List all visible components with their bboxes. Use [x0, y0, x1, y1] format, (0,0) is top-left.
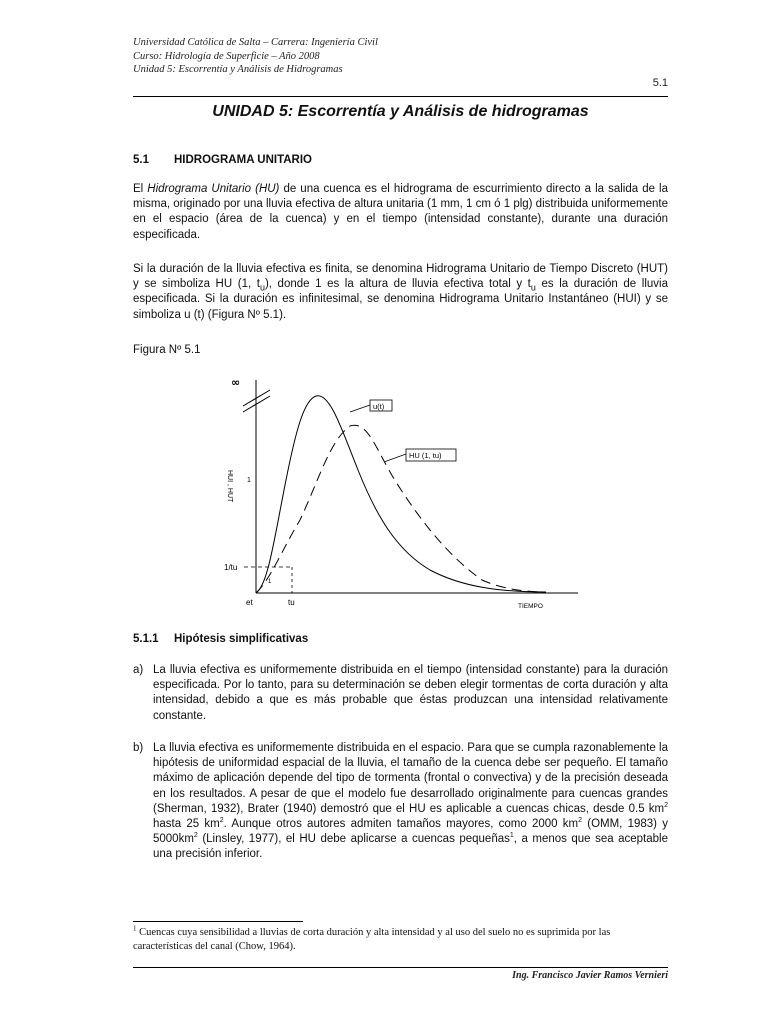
list-item-a-text: La lluvia efectiva es uniformemente distribuida en el tiempo (intensidad constante) para la duración especificada. Por lo tanto, para su determinación se deben elegir tormentas de corta duración y alta intensidad, debido a que es más probable que éstas produzcan una intensidad relativamente constante.: [153, 664, 668, 722]
para1-emphasis: Hidrograma Unitario (HU): [147, 183, 280, 195]
para2-a: Si la duración de la lluvia efectiva es finita, se denomina Hidrograma Unitario de Tiempo Discreto (HUT) y se simboliza HU (1, t: [133, 263, 668, 291]
list-marker-b: b): [133, 742, 144, 754]
para2-sub2: u: [530, 282, 536, 293]
page-title: UNIDAD 5: Escorrentía y Análisis de hidrogramas: [212, 103, 589, 120]
header-rule: [133, 96, 668, 97]
tick-1-over-tu: 1/tu: [224, 563, 238, 572]
section-heading: [133, 154, 312, 166]
list-item-b-text: [153, 741, 668, 863]
item-b-t5: (Linsley, 1977), el HU debe aplicarse a cuencas pequeñas: [197, 833, 510, 846]
footer-author: Ing. Francisco Javier Ramos Vernieri: [512, 970, 668, 981]
item-b-s2: 2: [219, 817, 224, 825]
list-marker-a: a): [133, 664, 144, 676]
para1-post: de una cuenca es el hidrograma de escurrimiento directo a la salida de la misma, originado por una lluvia efectiva de altura unitaria (1 mm, 1 cm ó 1 plg) distribuida uniformemente en el espacio (área de la cuenca) y en el tiempo (intensidad constante), durante una duración especificada.: [133, 183, 669, 241]
tu-tick-label: tu: [288, 598, 295, 607]
header-line-2: Curso: Hidrología de Superficie – Año 2008: [133, 50, 320, 62]
paragraph-2: [133, 262, 668, 323]
y-axis-label: HUI , HUT: [226, 470, 233, 503]
para2-b: ), donde 1 es la altura de lluvia efectiva total y t: [264, 278, 531, 291]
item-b-t6: , a menos que sea aceptable una precisión inferior.: [153, 833, 668, 861]
footnote-mark: 1: [133, 924, 137, 933]
legend-hu-leader: [384, 454, 406, 462]
curve-ut: [256, 396, 546, 593]
origin-label: et: [246, 598, 253, 607]
subsection-number: 5.1.1: [133, 633, 159, 645]
axis-mark-label: 1: [247, 477, 251, 484]
paragraph-1: [133, 182, 668, 243]
infinity-label: ∞: [231, 376, 241, 389]
list-item-b: [133, 741, 668, 863]
item-b-s3: 2: [578, 817, 583, 825]
subsection-title: Hipótesis simplificativas: [174, 633, 309, 645]
item-b-t1: La lluvia efectiva es uniformemente distribuida en el espacio. Para que se cumpla razonablemente la hipótesis de uniformidad espacial de la lluvia, el tamaño de la cuenca debe ser pequeño. El tamaño máximo de aplicación depende del tipo de tormenta (frontal o convectiva) y de la precisión deseada en los resultados. A pesar de que el modelo fue desarrollado originalmente para cuencas grandes (Sherman, 1932), Brater (1940) demostró que el HU es aplicable a cuencas chicas, desde 0.5 km: [153, 742, 668, 815]
item-b-t3: . Aunque otros autores admiten tamaños mayores, como 2000 km: [223, 818, 579, 831]
hydrograph-figure: [200, 370, 580, 615]
running-header: [133, 36, 378, 77]
item-b-s4: 2: [193, 832, 198, 840]
section-title: HIDROGRAMA UNITARIO: [174, 154, 312, 166]
footnote-text: Cuencas cuya sensibilidad a lluvias de corta duración y alta intensidad y al uso del suelo no es suprimida por las características del canal (Chow, 1964).: [133, 927, 611, 952]
header-line-3: Unidad 5: Escorrentía y Análisis de Hidrogramas: [133, 64, 343, 75]
list-item-a: [133, 663, 668, 724]
page-number: 5.1: [652, 77, 668, 89]
footer-rule: [133, 967, 668, 968]
curve-hu: [256, 425, 546, 593]
legend-ut-leader: [350, 405, 370, 412]
legend-hu-label: HU (1, tu): [409, 451, 442, 460]
subsection-heading: [133, 633, 308, 645]
para1-pre: El: [133, 183, 148, 195]
para2-c: es la duración de lluvia especificada. Si la duración es infinitesimal, se denomina Hidrograma Unitario Instantáneo (HUI) y se simboliza u (t) (Figura Nº 5.1).: [133, 278, 668, 321]
x-axis-label: TIEMPO: [518, 603, 543, 610]
item-b-t2: hasta 25 km: [153, 818, 220, 831]
item-b-t4: (OMM, 1983) y 5000km: [153, 818, 668, 846]
item-b-s1: 2: [664, 801, 668, 809]
footnote-rule: [133, 921, 303, 922]
figure-label: Figura Nº 5.1: [133, 344, 201, 356]
legend-ut-label: u(t): [373, 402, 385, 411]
footnote: [133, 926, 668, 954]
header-line-1: Universidad Católica de Salta – Carrera: Ingeniería Civil: [133, 37, 378, 48]
item-b-s5: 1: [509, 832, 514, 840]
section-number: 5.1: [133, 154, 149, 166]
rect-label: 1: [268, 579, 272, 585]
para2-sub1: u: [259, 282, 265, 293]
